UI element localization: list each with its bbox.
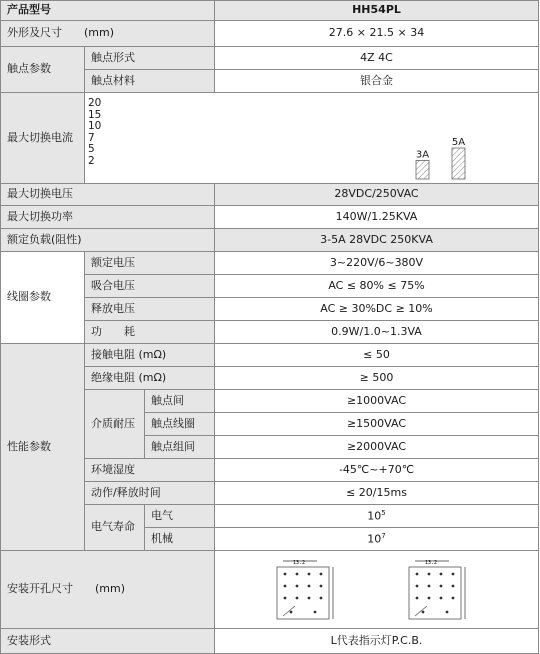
hole-dots-right <box>416 572 455 613</box>
contact-material-value: 银合金 <box>215 70 539 93</box>
current-tick: 7 <box>88 131 95 144</box>
coil-row-value: 0.9W/1.0~1.3VA <box>215 321 539 344</box>
life-electrical-label: 电气 <box>145 505 215 528</box>
row-contact-resistance <box>1 344 539 367</box>
current-tick: 5 <box>88 143 95 155</box>
max-power-label: 最大切换功率 <box>1 206 215 229</box>
life-mechanical-exp: 7 <box>381 531 386 540</box>
current-bar <box>416 160 429 179</box>
current-tick: 10 <box>88 120 102 132</box>
hole-dim-right: 13.2 <box>425 559 438 566</box>
row-mounting-holes <box>1 551 539 629</box>
rated-load-label: 额定负载(阻性) <box>1 229 215 252</box>
coil-row-label: 吸合电压 <box>85 275 215 298</box>
current-bar-label: 5A <box>451 137 466 148</box>
current-tick: 2 <box>88 154 95 167</box>
dielectric-row-value: ≥1000VAC <box>215 390 539 413</box>
row-max-power <box>1 206 539 229</box>
performance-label: 性能参数 <box>1 344 85 551</box>
contact-form-value: 4Z 4C <box>215 47 539 70</box>
size-label-cell <box>1 21 215 47</box>
coil-row-value: AC ≤ 80% ≤ 75% <box>215 275 539 298</box>
life-mechanical-label: 机械 <box>145 528 215 551</box>
hole-pattern-right <box>409 560 465 619</box>
coil-row-value: AC ≥ 30%DC ≥ 10% <box>215 298 539 321</box>
coil-label: 线圈参数 <box>1 252 85 344</box>
timing-label: 动作/释放时间 <box>85 482 215 505</box>
hole-pattern-left <box>277 560 333 619</box>
row-model <box>1 1 539 21</box>
model-label: 产品型号 <box>1 1 215 21</box>
contacts-label: 触点参数 <box>1 47 85 93</box>
mounting-holes-drawing-cell <box>215 551 539 629</box>
mounting-value: L代表指示灯P.C.B. <box>215 629 539 654</box>
row-mounting <box>1 629 539 654</box>
coil-row-label: 额定电压 <box>85 252 215 275</box>
rated-load-value: 3-5A 28VDC 250KVA <box>215 229 539 252</box>
row-coil-1 <box>1 252 539 275</box>
current-tick: 20 <box>88 97 102 109</box>
dielectric-row-value: ≥2000VAC <box>215 436 539 459</box>
life-mechanical-value <box>215 528 539 551</box>
insulation-value: ≥ 500 <box>215 367 539 390</box>
size-label: 外形及尺寸 <box>7 26 62 40</box>
row-max-voltage <box>1 184 539 206</box>
life-label: 电气寿命 <box>85 505 145 551</box>
max-current-label: 最大切换电流 <box>1 93 85 184</box>
dielectric-label: 介质耐压 <box>85 390 145 459</box>
mounting-hole-diagrams <box>215 552 539 628</box>
row-size <box>1 21 539 47</box>
row-rated-load <box>1 229 539 252</box>
dielectric-row-label: 触点组间 <box>145 436 215 459</box>
dielectric-row-label: 触点间 <box>145 390 215 413</box>
current-tick: 15 <box>88 108 102 121</box>
contact-resistance-label: 接触电阻 (mΩ) <box>85 344 215 367</box>
contact-form-label: 触点形式 <box>85 47 215 70</box>
current-bar <box>452 148 465 179</box>
current-bar-chart <box>85 93 539 183</box>
row-max-current <box>1 93 539 184</box>
mounting-label: 安装形式 <box>1 629 215 654</box>
hole-dim-left: 13.2 <box>293 559 306 566</box>
max-power-value: 140W/1.25KVA <box>215 206 539 229</box>
humidity-label: 环境湿度 <box>85 459 215 482</box>
row-contact-form <box>1 47 539 70</box>
life-electrical-value <box>215 505 539 528</box>
timing-value: ≤ 20/15ms <box>215 482 539 505</box>
contact-material-label: 触点材料 <box>85 70 215 93</box>
size-value: 27.6 × 21.5 × 34 <box>215 21 539 47</box>
mounting-holes-label-cell <box>1 551 215 629</box>
model-value: HH54PL <box>215 1 539 21</box>
coil-row-value: 3~220V/6~380V <box>215 252 539 275</box>
dielectric-row-label: 触点线圈 <box>145 413 215 436</box>
current-bar-label: 3A <box>415 149 430 161</box>
max-voltage-value: 28VDC/250VAC <box>215 184 539 206</box>
dielectric-row-value: ≥1500VAC <box>215 413 539 436</box>
current-chart-cell <box>85 93 539 184</box>
max-voltage-label: 最大切换电压 <box>1 184 215 206</box>
life-electrical-exp: 5 <box>381 508 386 517</box>
life-mechanical-base: 10 <box>367 532 382 546</box>
coil-row-label: 释放电压 <box>85 298 215 321</box>
size-unit: (mm) <box>84 26 115 40</box>
insulation-label: 绝缘电阻 (mΩ) <box>85 367 215 390</box>
coil-row-label: 功 耗 <box>85 321 215 344</box>
mounting-holes-unit: (mm) <box>95 582 126 596</box>
humidity-value: -45℃~+70℃ <box>215 459 539 482</box>
mounting-holes-label: 安装开孔尺寸 <box>7 582 73 596</box>
contact-resistance-value: ≤ 50 <box>215 344 539 367</box>
hole-dots-left <box>284 572 323 613</box>
life-electrical-base: 10 <box>367 509 382 523</box>
current-bars <box>416 137 465 179</box>
